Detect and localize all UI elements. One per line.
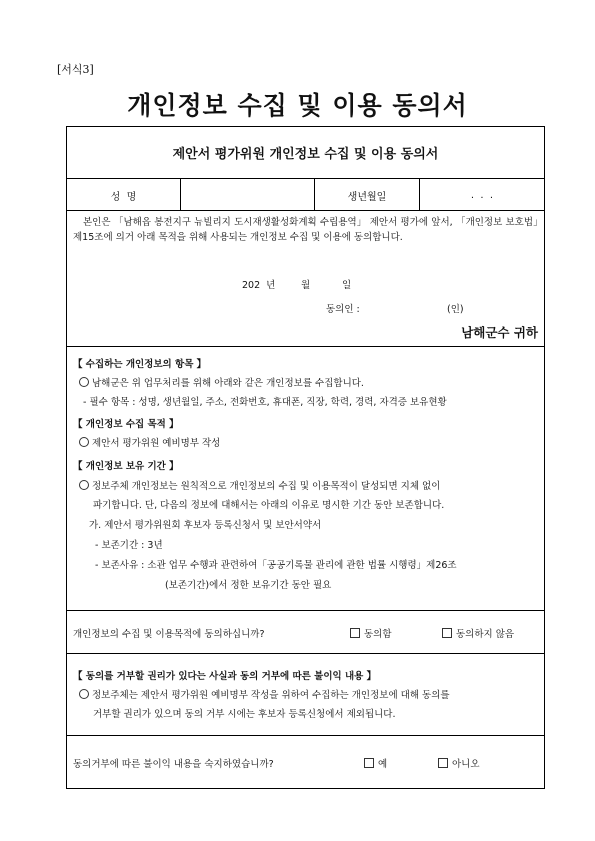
section-heading-items: 【 수집하는 개인정보의 항목 】: [73, 359, 207, 370]
list-item: 제안서 평가위원 예비명부 작성: [79, 435, 220, 449]
page-title: 개인정보 수집 및 이용 동의서: [127, 91, 468, 120]
consent-form-frame: [66, 126, 545, 789]
collection-details: [67, 347, 544, 611]
circle-bullet-icon: [79, 437, 89, 447]
section-heading-refusal: 【 동의를 거부할 권리가 있다는 사실과 동의 거부에 따른 불이익 내용 】: [73, 671, 377, 682]
list-item-continued: 파기합니다. 단, 다음의 정보에 대해서는 아래의 이유로 명시한 기간 동안 보존합니다.: [93, 500, 445, 511]
form-subtitle: 제안서 평가위원 개인정보 수집 및 이용 동의서: [67, 127, 544, 179]
form-number-label: [서식3]: [57, 63, 94, 76]
acknowledge-question-row: [67, 736, 544, 788]
no-option[interactable]: 아니오: [438, 756, 480, 770]
name-field[interactable]: [181, 179, 315, 211]
addressee: 남해군수 귀하: [461, 325, 538, 340]
yes-option[interactable]: 예: [364, 756, 387, 770]
circle-bullet-icon: [79, 377, 89, 387]
seal-mark: (인): [447, 304, 464, 315]
refusal-rights-section: [67, 654, 544, 736]
name-label: 성 명: [67, 179, 181, 211]
checkbox-icon[interactable]: [438, 758, 448, 768]
date-month: 월: [301, 280, 311, 291]
list-item-continued: 거부할 권리가 있으며 동의 거부 시에는 후보자 등록신청에서 제외됩니다.: [93, 709, 396, 720]
birth-label: 생년월일: [315, 179, 420, 211]
checkbox-icon[interactable]: [442, 628, 452, 638]
list-item: 정보주체 개인정보는 원칙적으로 개인정보의 수집 및 이용목적이 달성되면 지체 없이: [79, 478, 440, 492]
list-item: 남해군은 위 업무처리를 위해 아래와 같은 개인정보를 수집합니다.: [79, 375, 364, 389]
disagree-option[interactable]: 동의하지 않음: [442, 626, 514, 640]
checkbox-icon[interactable]: [350, 628, 360, 638]
list-item: 가. 제안서 평가위원회 후보자 등록신청서 및 보안서약서: [89, 520, 322, 531]
date-year: 202 년: [242, 280, 276, 291]
circle-bullet-icon: [79, 689, 89, 699]
birth-field[interactable]: . . .: [470, 189, 494, 201]
circle-bullet-icon: [79, 480, 89, 490]
intro-text: 본인은 「남해읍 봉전지구 뉴빌리지 도시재생활성화계획 수립용역」 제안서 평가에 앞서, 「개인정보 보호법」제15조에 의거 아래 목적을 위해 사용되는 개인정보 수집 및 이용에 동의합니다.: [73, 217, 538, 243]
acknowledge-question: 동의거부에 따른 불이익 내용을 숙지하였습니까?: [73, 759, 274, 770]
list-item: - 보존사유 : 소관 업무 수행과 관련하여「공공기록물 관리에 관한 법률 시행령」제26조: [95, 560, 457, 571]
date-day: 일: [342, 280, 352, 291]
list-item: - 필수 항목 : 성명, 생년월일, 주소, 전화번호, 휴대폰, 직장, 학력, 경력, 자격증 보유현황: [83, 397, 447, 408]
section-heading-purpose: 【 개인정보 수집 목적 】: [73, 419, 179, 430]
consent-question-row: [67, 611, 544, 654]
agree-option[interactable]: 동의함: [350, 626, 392, 640]
section-heading-retention: 【 개인정보 보유 기간 】: [73, 461, 179, 472]
consent-statement: [67, 211, 544, 347]
info-row: [67, 179, 544, 211]
list-item: - 보존기간 : 3년: [95, 540, 163, 551]
list-item: 정보주체는 제안서 평가위원 예비명부 작성을 위하여 수집하는 개인정보에 대해 동의를: [79, 687, 450, 701]
consent-question: 개인정보의 수집 및 이용목적에 동의하십니까?: [73, 629, 265, 640]
consenter-label: 동의인 :: [326, 304, 360, 315]
list-item-continued: (보존기간)에서 정한 보유기간 동안 필요: [165, 580, 332, 591]
checkbox-icon[interactable]: [364, 758, 374, 768]
